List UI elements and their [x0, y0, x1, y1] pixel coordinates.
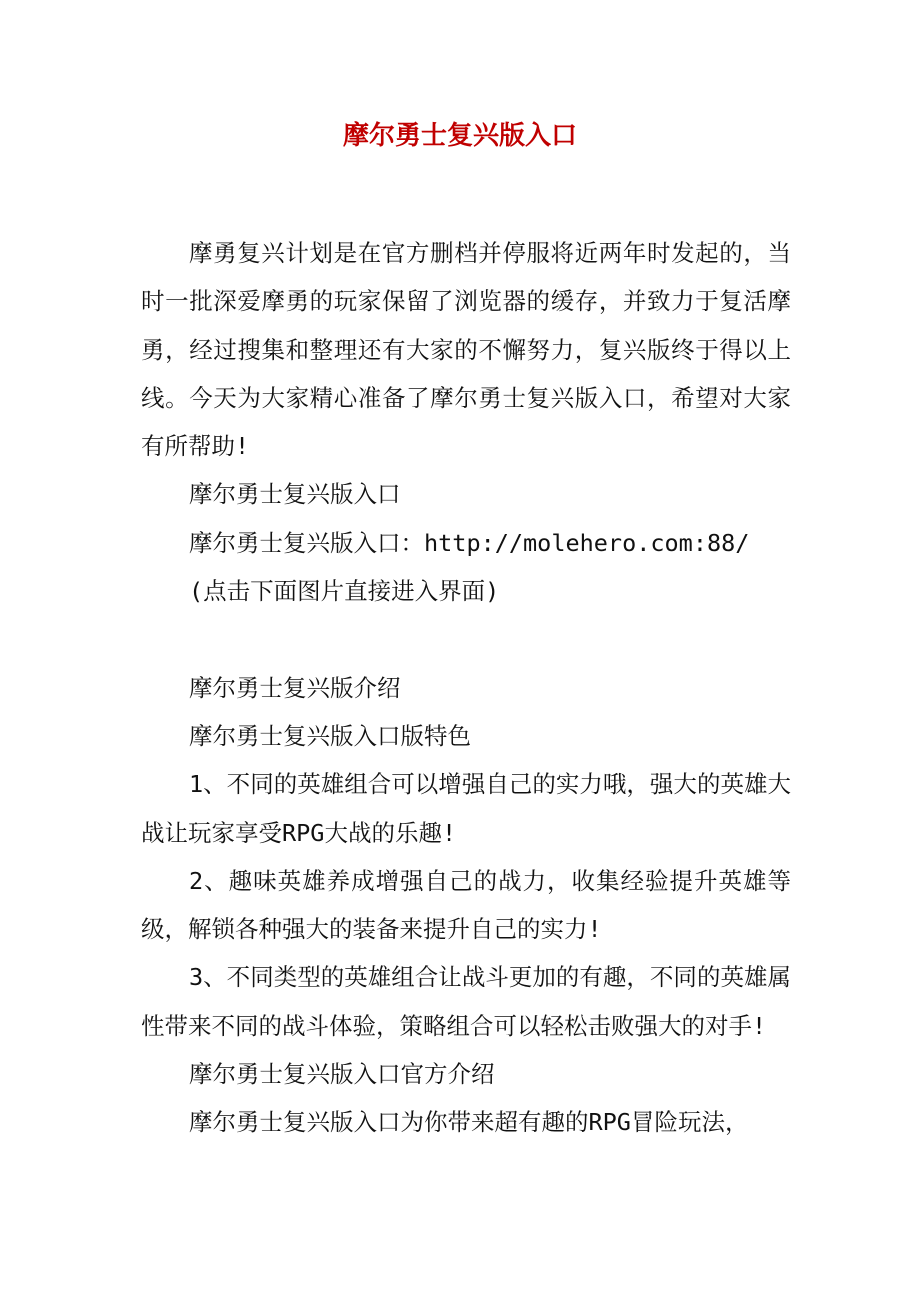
- official-paragraph: 摩尔勇士复兴版入口为你带来超有趣的RPG冒险玩法，: [189, 1108, 749, 1137]
- official-heading: 摩尔勇士复兴版入口官方介绍: [189, 1060, 495, 1089]
- entry-heading: 摩尔勇士复兴版入口: [189, 480, 401, 509]
- image-placeholder-gap: [141, 615, 791, 663]
- document-body: [141, 229, 791, 1147]
- click-hint: (点击下面图片直接进入界面): [189, 577, 500, 606]
- feature-item: 2、趣味英雄养成增强自己的战力，收集经验提升英雄等级，解锁各种强大的装备来提升自己的实力!: [141, 866, 791, 944]
- features-heading: 摩尔勇士复兴版入口版特色: [189, 721, 471, 750]
- intro-paragraph: 摩勇复兴计划是在官方删档并停服将近两年时发起的，当时一批深爱摩勇的玩家保留了浏览器的缓存，并致力于复活摩勇，经过搜集和整理还有大家的不懈努力，复兴版终于得以上线。今天为大家精心准备了摩尔勇士复兴版入口，希望对大家有所帮助!: [141, 239, 791, 461]
- document-title: 摩尔勇士复兴版入口: [342, 121, 577, 151]
- entry-link-line: 摩尔勇士复兴版入口：http://molehero.com:88/: [189, 528, 750, 557]
- feature-item: 3、不同类型的英雄组合让战斗更加的有趣，不同的英雄属性带来不同的战斗体验，策略组合可以轻松击败强大的对手!: [141, 963, 791, 1040]
- feature-item: 1、不同的英雄组合可以增强自己的实力哦，强大的英雄大战让玩家享受RPG大战的乐趣!: [141, 770, 791, 847]
- intro-heading: 摩尔勇士复兴版介绍: [189, 673, 401, 702]
